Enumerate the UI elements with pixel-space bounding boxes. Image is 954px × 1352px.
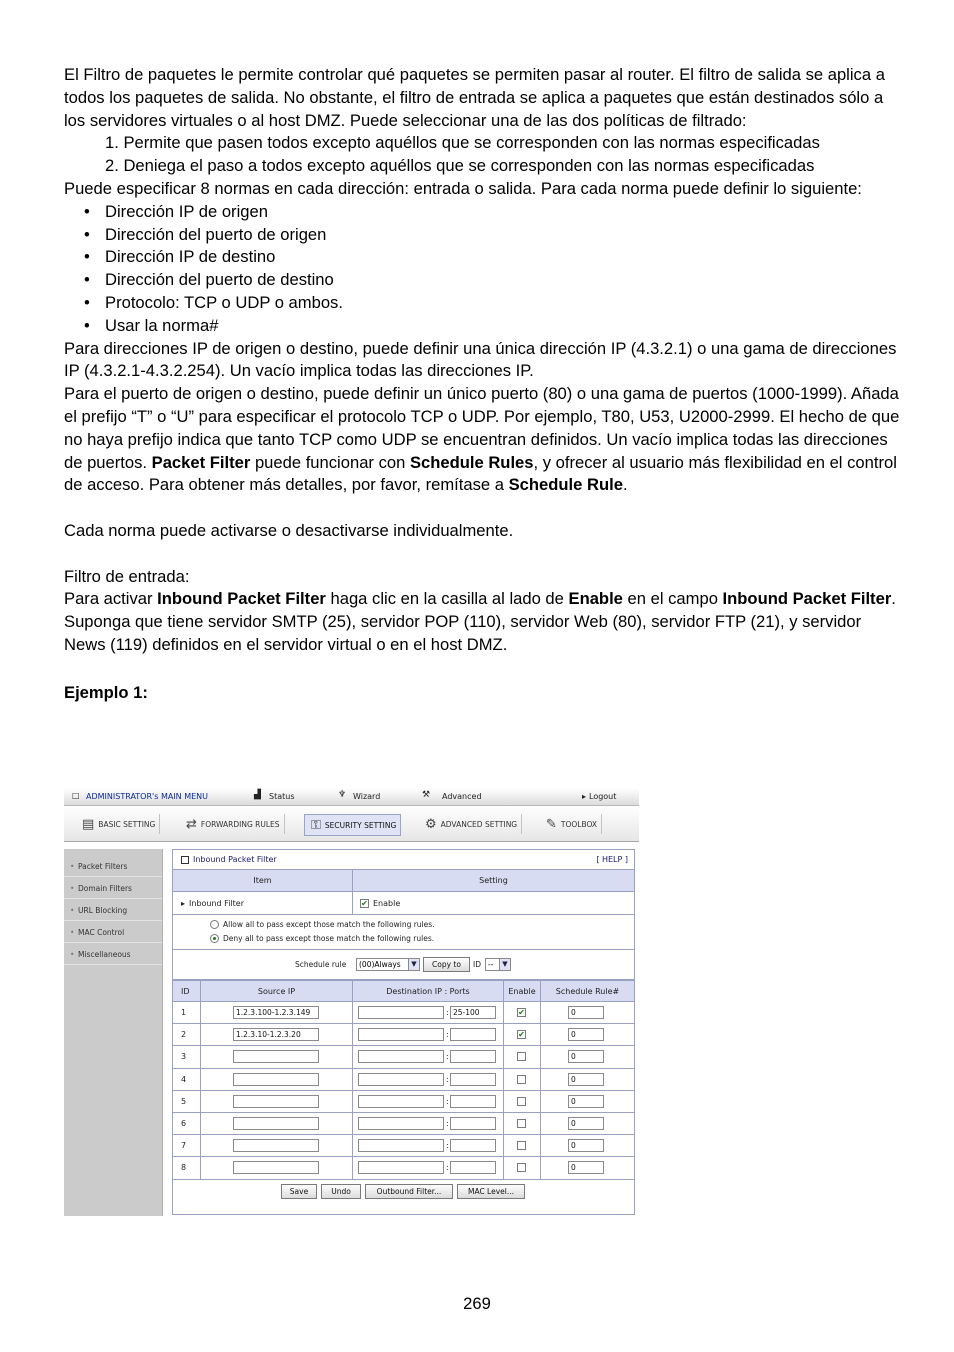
rule-id: 3 — [181, 1052, 187, 1062]
inbound-setting-cell — [352, 892, 634, 914]
schedule-rule-input[interactable]: 0 — [568, 1050, 604, 1063]
table-row — [173, 1157, 634, 1179]
item-setting-header — [173, 870, 634, 892]
port-separator: : — [446, 1163, 449, 1173]
rule-enable-checkbox[interactable] — [517, 1052, 526, 1061]
rule-enable-checkbox[interactable]: ✔ — [518, 1008, 525, 1017]
inbound-heading: Filtro de entrada: — [64, 566, 190, 586]
source-ip-input[interactable] — [233, 1050, 319, 1063]
port-separator: : — [446, 1096, 449, 1106]
port-paragraph: Para el puerto de origen o destino, puede definir un único puerto (80) o una gama de puertos (1000-1999). Añada el prefijo “T” o “U” para especificar el protocolo TCP o UDP. Por ejemplo, T80, U53, U2000-2999. El hecho de que no haya prefijo indica que tanto TCP como UDP se encuentran definidos. Un vacío implica todas las direcciones de puertos. Packet Filter puede funcionar con Schedule Rules, y ofrecer al usuario más flexibilidad en el control de acceso. Para obtener más detalles, por favor, remítase a Schedule Rule. — [64, 384, 900, 495]
list-item: • Dirección IP de destino — [64, 246, 904, 269]
list-item: • Dirección del puerto de destino — [64, 269, 904, 292]
logout-link[interactable]: Logout — [589, 792, 617, 801]
schedule-rule-input[interactable]: 0 — [568, 1095, 604, 1108]
servers-paragraph: Suponga que tiene servidor SMTP (25), servidor POP (110), servidor Web (80), servidor FTP (21), y servidor News (119) definidos en el servidor virtual o en el host DMZ. — [64, 612, 862, 654]
ip-paragraph: Para direcciones IP de origen o destino, puede definir una única dirección IP (4.3.2.1) o una gama de direcciones IP (4.3.2.1-4.3.2.254). Un vacío implica todas las direcciones IP. — [64, 338, 897, 381]
table-row — [173, 1024, 634, 1046]
inbound-filter-label: ▸ Inbound Filter — [181, 898, 244, 908]
wizard-icon: ♆ — [338, 790, 347, 800]
rule-id: 7 — [181, 1141, 187, 1151]
table-row — [173, 1091, 634, 1113]
port-separator: : — [446, 1030, 449, 1040]
destination-port-input[interactable] — [450, 1161, 496, 1174]
destination-ip-input[interactable] — [358, 1095, 444, 1108]
rule-enable-checkbox[interactable] — [517, 1141, 526, 1150]
schedule-label: Schedule rule — [295, 960, 347, 969]
deny-policy-label: Deny all to pass except those match the following rules. — [223, 933, 435, 943]
rule-id: 2 — [181, 1030, 187, 1040]
enable-label: Enable — [373, 898, 401, 908]
destination-ip-input[interactable] — [358, 1006, 444, 1019]
destination-ip-input[interactable] — [358, 1139, 444, 1152]
source-ip-input[interactable]: 1.2.3.100-1.2.3.149 — [233, 1006, 319, 1019]
undo-button[interactable]: Undo — [321, 1184, 361, 1199]
chevron-down-icon: ▼ — [499, 959, 510, 970]
advanced-setting-icon: ⚙ — [425, 816, 437, 832]
status-icon: ▟ — [254, 790, 261, 800]
panel-title: Inbound Packet Filter — [193, 855, 277, 864]
list-item: • Dirección del puerto de origen — [64, 224, 904, 247]
rule-enable-checkbox[interactable] — [517, 1097, 526, 1106]
policy-item: 1. Permite que pasen todos excepto aquéllos que se corresponden con las normas especificadas — [105, 133, 820, 153]
policy-row — [173, 915, 634, 950]
toolbox-icon: ✎ — [546, 816, 557, 832]
sidebar-item-miscellaneous[interactable]: • Miscellaneous — [64, 944, 162, 965]
source-ip-input[interactable]: 1.2.3.10-1.2.3.20 — [233, 1028, 319, 1041]
page-number: 269 — [463, 1294, 491, 1313]
rule-id: 5 — [181, 1096, 187, 1106]
schedule-rule-input[interactable]: 0 — [568, 1161, 604, 1174]
destination-port-input[interactable] — [450, 1050, 496, 1063]
table-row — [173, 1113, 634, 1135]
column-header: Setting — [352, 870, 634, 891]
column-header: Source IP — [200, 981, 352, 1001]
rule-enable-checkbox[interactable]: ✔ — [518, 1030, 525, 1040]
rule-enable-checkbox[interactable] — [517, 1075, 526, 1084]
mac-level-button[interactable]: MAC Level... — [457, 1184, 525, 1199]
security-icon: ⚿ — [311, 817, 321, 833]
source-ip-input[interactable] — [233, 1117, 319, 1130]
sidebar-item-packet-filters[interactable]: • Packet Filters — [64, 856, 162, 877]
destination-port-input[interactable] — [450, 1095, 496, 1108]
admin-menu-link[interactable]: ADMINISTRATOR's MAIN MENU — [86, 792, 208, 801]
list-item: • Protocolo: TCP o UDP o ambos. — [64, 292, 904, 315]
copy-to-button[interactable]: Copy to — [423, 957, 470, 972]
tab-basic-setting[interactable]: ▤ BASIC SETTING — [82, 814, 160, 834]
port-separator: : — [446, 1074, 449, 1084]
column-header: Item — [253, 876, 272, 885]
table-row — [173, 1135, 634, 1157]
allow-policy-radio[interactable] — [210, 920, 219, 929]
column-header: Enable — [503, 981, 540, 1001]
tab-advanced-setting[interactable]: ⚙ ADVANCED SETTING — [425, 814, 522, 834]
schedule-rule-input[interactable]: 0 — [568, 1006, 604, 1019]
example-heading: Ejemplo 1: — [64, 682, 148, 702]
help-link[interactable]: [ HELP ] — [596, 855, 628, 864]
destination-port-input[interactable] — [450, 1139, 496, 1152]
schedule-rule-input[interactable]: 0 — [568, 1117, 604, 1130]
chevron-down-icon: ▼ — [408, 959, 419, 970]
destination-ip-input[interactable] — [358, 1050, 444, 1063]
rules-table-header — [173, 980, 634, 1002]
port-separator: : — [446, 1141, 449, 1151]
inbound-filter-row — [173, 892, 634, 915]
advanced-link[interactable]: Advanced — [442, 792, 482, 801]
tab-forwarding-rules[interactable]: ⇄ FORWARDING RULES — [186, 814, 285, 834]
rule-enable-checkbox[interactable] — [517, 1163, 526, 1172]
panel-header — [173, 850, 634, 870]
id-select[interactable]: -- ▼ — [485, 958, 511, 971]
menu-box-icon: □ — [72, 791, 80, 800]
policy-item: 2. Deniega el paso a todos excepto aquéllos que se corresponden con las normas especificadas — [105, 156, 815, 176]
activate-paragraph: Para activar Inbound Packet Filter haga clic en la casilla al lado de Enable en el campo Inbound Packet Filter. — [64, 589, 896, 609]
destination-ip-input[interactable] — [358, 1028, 444, 1041]
save-button[interactable]: Save — [281, 1184, 317, 1199]
source-ip-input[interactable] — [233, 1073, 319, 1086]
rules-paragraph: Puede especificar 8 normas en cada dirección: entrada o salida. Para cada norma puede definir lo siguiente: — [64, 178, 862, 198]
deny-policy-radio[interactable] — [210, 934, 219, 943]
port-separator: : — [446, 1008, 449, 1018]
tab-security-setting[interactable]: ⚿ SECURITY SETTING — [304, 814, 401, 836]
forwarding-icon: ⇄ — [186, 816, 197, 832]
destination-ip-input[interactable] — [358, 1117, 444, 1130]
rule-id: 1 — [181, 1008, 187, 1018]
destination-ip-input[interactable] — [358, 1161, 444, 1174]
source-ip-input[interactable] — [233, 1139, 319, 1152]
schedule-rule-input[interactable]: 0 — [568, 1073, 604, 1086]
destination-port-input[interactable] — [450, 1028, 496, 1041]
inbound-enable-checkbox[interactable]: ✔ — [361, 898, 368, 908]
destination-port-input[interactable] — [450, 1117, 496, 1130]
column-header: ID — [181, 986, 190, 996]
schedule-row — [173, 950, 634, 980]
destination-ip-input[interactable] — [358, 1073, 444, 1086]
document-body — [64, 64, 904, 702]
destination-port-input[interactable]: 25-100 — [450, 1006, 496, 1019]
id-label: ID — [473, 960, 481, 969]
policy-list — [64, 132, 904, 178]
top-menu-bar — [64, 789, 639, 806]
main-tab-bar — [64, 806, 639, 842]
schedule-rule-input[interactable]: 0 — [568, 1139, 604, 1152]
intro-paragraph: El Filtro de paquetes le permite controlar qué paquetes se permiten pasar al router. El filtro de salida se aplica a todos los paquetes de salida. No obstante, el filtro de entrada se aplica a paquetes que están destinados sólo a los servidores virtuales o al host DMZ. Puede seleccionar una de las dos políticas de filtrado: — [64, 65, 885, 130]
sidebar-item-url-blocking[interactable]: • URL Blocking — [64, 900, 162, 921]
destination-port-input[interactable] — [450, 1073, 496, 1086]
schedule-rule-input[interactable]: 0 — [568, 1028, 604, 1041]
inbound-filter-panel — [172, 849, 635, 1215]
status-link[interactable]: Status — [269, 792, 295, 801]
outbound-filter-button[interactable]: Outbound Filter... — [365, 1184, 453, 1199]
arrow-icon: ▸ — [181, 898, 186, 908]
button-row — [173, 1178, 634, 1214]
list-item: • Usar la norma# — [64, 315, 904, 338]
table-row — [173, 1046, 634, 1068]
schedule-select[interactable]: (00)Always ▼ — [356, 958, 420, 971]
rule-enable-checkbox[interactable] — [517, 1119, 526, 1128]
basic-setting-icon: ▤ — [82, 816, 95, 832]
panel-box-icon — [181, 856, 189, 864]
sidebar-item-mac-control[interactable]: • MAC Control — [64, 922, 162, 943]
table-row — [173, 1069, 634, 1091]
list-item: • Dirección IP de origen — [64, 201, 904, 224]
allow-policy-label: Allow all to pass except those match the following rules. — [223, 919, 435, 929]
table-row — [173, 1002, 634, 1024]
port-separator: : — [446, 1119, 449, 1129]
router-screenshot — [64, 789, 639, 1216]
source-ip-input[interactable] — [233, 1161, 319, 1174]
sidebar-item-domain-filters[interactable]: • Domain Filters — [64, 878, 162, 899]
rule-id: 4 — [181, 1074, 187, 1084]
source-ip-input[interactable] — [233, 1095, 319, 1108]
sidebar — [64, 849, 163, 1216]
tab-toolbox[interactable]: ✎ TOOLBOX — [546, 814, 602, 834]
column-header: Schedule Rule# — [540, 981, 634, 1001]
port-separator: : — [446, 1052, 449, 1062]
wizard-link[interactable]: Wizard — [353, 792, 381, 801]
rule-id: 6 — [181, 1119, 187, 1129]
advanced-icon: ⚒ — [422, 790, 431, 800]
rule-fields-list — [64, 201, 904, 338]
column-header: Destination IP : Ports — [352, 981, 503, 1001]
rule-id: 8 — [181, 1163, 187, 1173]
logout-arrow-icon: ▸ — [582, 792, 587, 801]
toggle-paragraph: Cada norma puede activarse o desactivarse individualmente. — [64, 520, 514, 540]
